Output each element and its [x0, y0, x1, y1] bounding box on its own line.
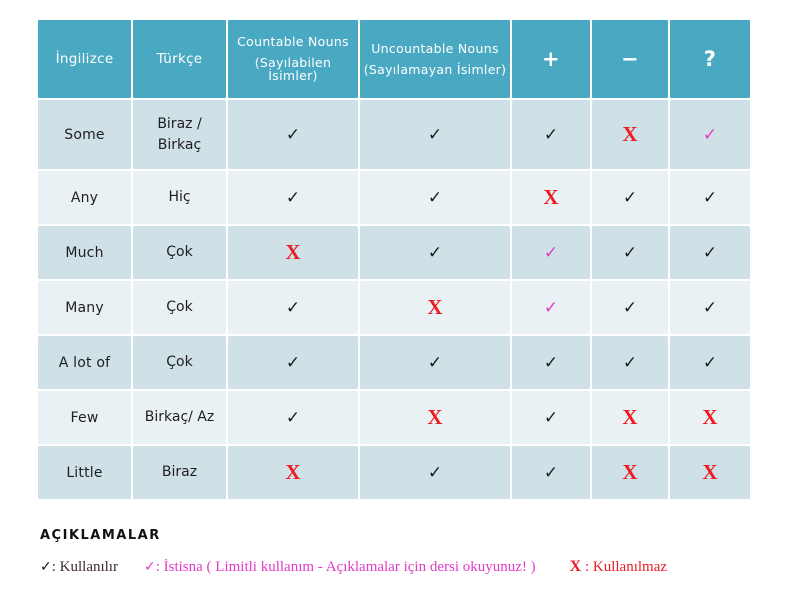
turkish-cell: Biraz [133, 446, 226, 499]
mark-positive: ✓ [512, 226, 590, 279]
header-uncountable [360, 20, 510, 98]
mark-uncountable: ✓ [360, 336, 510, 389]
mark-countable: ✓ [228, 391, 358, 444]
english-cell: Any [38, 171, 131, 224]
mark-uncountable: ✓ [360, 100, 510, 169]
mark-negative: X [592, 100, 668, 169]
mark-countable: X [228, 446, 358, 499]
mark-countable: ✓ [228, 336, 358, 389]
english-cell: Some [38, 100, 131, 169]
legend-item-exception [144, 559, 536, 576]
header-positive: + [512, 20, 590, 98]
check-icon: ✓ [40, 559, 52, 575]
table-row-much [38, 226, 750, 279]
mark-question: ✓ [670, 336, 750, 389]
mark-positive: ✓ [512, 100, 590, 169]
legend-title: AÇIKLAMALAR [40, 528, 161, 543]
table-row-few [38, 391, 750, 444]
turkish-cell: Çok [133, 281, 226, 334]
mark-negative: ✓ [592, 336, 668, 389]
quantifiers-table [36, 18, 752, 501]
turkish-cell: Çok [133, 226, 226, 279]
table-row-some [38, 100, 750, 169]
header-negative: − [592, 20, 668, 98]
header-question: ? [670, 20, 750, 98]
header-countable [228, 20, 358, 98]
header-uncountable-title: Uncountable Nouns [371, 40, 499, 56]
mark-negative: X [592, 391, 668, 444]
mark-countable: X [228, 226, 358, 279]
table-row-little [38, 446, 750, 499]
mark-negative: X [592, 446, 668, 499]
legend [40, 558, 790, 576]
mark-question: ✓ [670, 171, 750, 224]
turkish-cell: Biraz / Birkaç [133, 100, 226, 169]
header-countable-subtitle: (Sayılabilen İsimler) [254, 54, 332, 84]
header-english: İngilizce [38, 20, 131, 98]
mark-positive: ✓ [512, 336, 590, 389]
table-row-many [38, 281, 750, 334]
mark-positive: X [512, 171, 590, 224]
mark-uncountable: X [360, 391, 510, 444]
table-row-alotof [38, 336, 750, 389]
mark-negative: ✓ [592, 281, 668, 334]
legend-item-unused [570, 558, 667, 576]
mark-negative: ✓ [592, 226, 668, 279]
turkish-cell: Hiç [133, 171, 226, 224]
mark-countable: ✓ [228, 100, 358, 169]
legend-used-label: : Kullanılır [51, 559, 118, 575]
mark-uncountable: ✓ [360, 226, 510, 279]
english-cell: Little [38, 446, 131, 499]
mark-countable: ✓ [228, 171, 358, 224]
mark-positive: ✓ [512, 446, 590, 499]
mark-uncountable: ✓ [360, 446, 510, 499]
header-uncountable-subtitle: (Sayılamayan İsimler) [363, 61, 507, 77]
english-cell: A lot of [38, 336, 131, 389]
english-cell: Much [38, 226, 131, 279]
header-turkish: Türkçe [133, 20, 226, 98]
english-cell: Many [38, 281, 131, 334]
mark-countable: ✓ [228, 281, 358, 334]
turkish-cell: Çok [133, 336, 226, 389]
mark-uncountable: ✓ [360, 171, 510, 224]
mark-uncountable: X [360, 281, 510, 334]
english-cell: Few [38, 391, 131, 444]
turkish-cell: Birkaç/ Az [133, 391, 226, 444]
header-row [38, 20, 750, 98]
legend-unused-label: : Kullanılmaz [581, 559, 668, 575]
check-exception-icon: ✓ [143, 559, 156, 575]
table-row-any [38, 171, 750, 224]
mark-question: ✓ [670, 100, 750, 169]
legend-exception-label: : İstisna ( Limitli kullanım - Açıklamalar için dersi okuyunuz! ) [155, 559, 536, 575]
page [0, 18, 790, 593]
mark-question: X [670, 446, 750, 499]
header-countable-title: Countable Nouns [237, 33, 349, 49]
mark-question: ✓ [670, 281, 750, 334]
mark-question: X [670, 391, 750, 444]
mark-negative: ✓ [592, 171, 668, 224]
legend-item-used [40, 559, 118, 576]
x-mark-icon: X [569, 558, 582, 575]
mark-question: ✓ [670, 226, 750, 279]
mark-positive: ✓ [512, 281, 590, 334]
mark-positive: ✓ [512, 391, 590, 444]
